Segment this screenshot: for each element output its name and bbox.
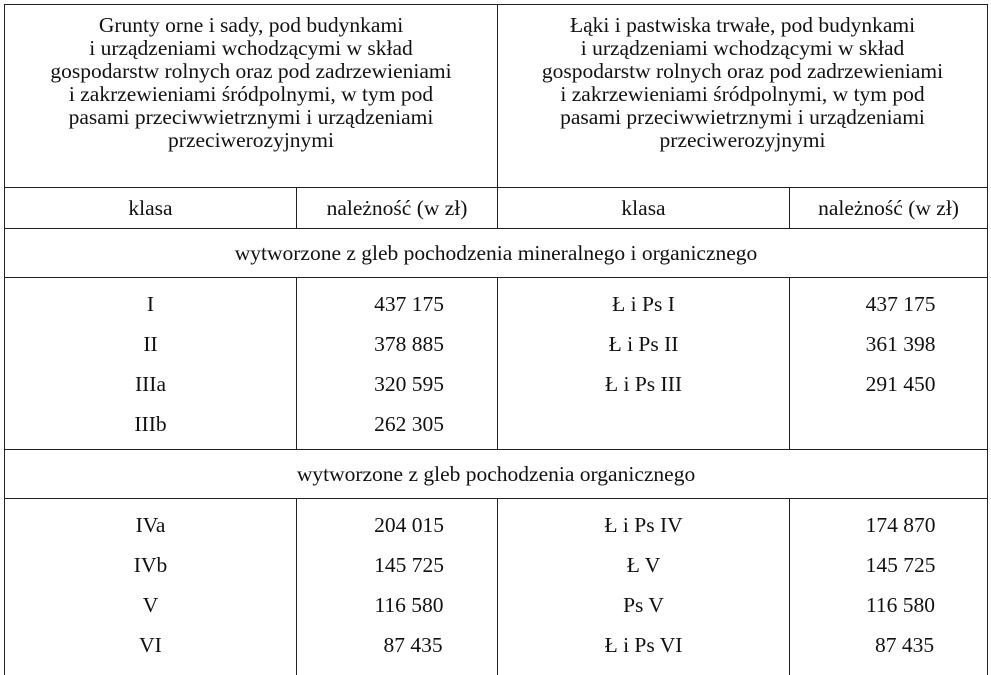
column-header-amount-left: należność (w zł): [297, 188, 498, 229]
header-line: i urządzeniami wchodzącymi w skład: [498, 37, 987, 60]
header-line: Grunty orne i sady, pod budynkami: [5, 14, 497, 37]
amount-cell: 116 580: [297, 590, 497, 630]
header-line: przeciwerozyjnymi: [498, 129, 987, 152]
class-cell: Ł i Ps I: [498, 289, 789, 329]
header-line: i urządzeniami wchodzącymi w skład: [5, 37, 497, 60]
header-line: i zakrzewieniami śródpolnymi, w tym pod: [498, 83, 987, 106]
amount-cell: 116 580: [790, 590, 987, 630]
class-cell: IVb: [5, 550, 296, 590]
class-cell: IIIa: [5, 369, 296, 409]
class-cell: VI: [5, 630, 296, 670]
section-body-mineral-organic: [5, 278, 988, 450]
amount-cell: 437 175: [297, 289, 497, 329]
fee-table: [4, 4, 988, 675]
amount-cell: 87 435: [297, 630, 497, 670]
class-cell: I: [5, 289, 296, 329]
header-line: i zakrzewieniami śródpolnymi, w tym pod: [5, 83, 497, 106]
header-line: pasami przeciwwietrznymi i urządzeniami: [5, 106, 497, 129]
class-cell: Ł i Ps VI: [498, 630, 789, 670]
column-header-amount-right: należność (w zł): [790, 188, 988, 229]
amount-cell: 204 015: [297, 510, 497, 550]
amount-list-right: [790, 499, 988, 675]
column-header-row: [5, 188, 988, 229]
amount-cell: 361 398: [790, 329, 987, 369]
amount-cell: 291 450: [790, 369, 987, 409]
class-cell: Ps V: [498, 590, 789, 630]
header-line: przeciwerozyjnymi: [5, 129, 497, 152]
class-list-right: [498, 278, 790, 450]
header-line: gospodarstw rolnych oraz pod zadrzewieniami: [5, 60, 497, 83]
amount-cell: 437 175: [790, 289, 987, 329]
header-meadows-pastures: [498, 5, 988, 188]
amount-cell: 320 595: [297, 369, 497, 409]
class-list-left: [5, 278, 297, 450]
class-cell: Ł i Ps III: [498, 369, 789, 409]
header-line: gospodarstw rolnych oraz pod zadrzewieniami: [498, 60, 987, 83]
section-body-organic: [5, 499, 988, 675]
header-row: [5, 5, 988, 188]
header-line: Łąki i pastwiska trwałe, pod budynkami: [498, 14, 987, 37]
amount-cell: 87 435: [790, 630, 987, 670]
amount-list-left: [297, 278, 498, 450]
amount-list-left: [297, 499, 498, 675]
amount-list-right: [790, 278, 988, 450]
class-list-left: [5, 499, 297, 675]
header-arable-land: [5, 5, 498, 188]
class-cell: IVa: [5, 510, 296, 550]
amount-cell: 174 870: [790, 510, 987, 550]
class-cell: II: [5, 329, 296, 369]
class-list-right: [498, 499, 790, 675]
section-title: wytworzone z gleb pochodzenia organicznego: [5, 450, 988, 499]
amount-cell: 145 725: [790, 550, 987, 590]
header-line: pasami przeciwwietrznymi i urządzeniami: [498, 106, 987, 129]
section-row-mineral-organic: [5, 229, 988, 278]
class-cell: Ł V: [498, 550, 789, 590]
class-cell: Ł i Ps IV: [498, 510, 789, 550]
class-cell: IIIb: [5, 409, 296, 449]
amount-cell: 145 725: [297, 550, 497, 590]
amount-cell: 262 305: [297, 409, 497, 449]
section-row-organic: [5, 450, 988, 499]
section-title: wytworzone z gleb pochodzenia mineralnego i organicznego: [5, 229, 988, 278]
class-cell: V: [5, 590, 296, 630]
amount-cell: 378 885: [297, 329, 497, 369]
class-cell: Ł i Ps II: [498, 329, 789, 369]
column-header-class-left: klasa: [5, 188, 297, 229]
column-header-class-right: klasa: [498, 188, 790, 229]
